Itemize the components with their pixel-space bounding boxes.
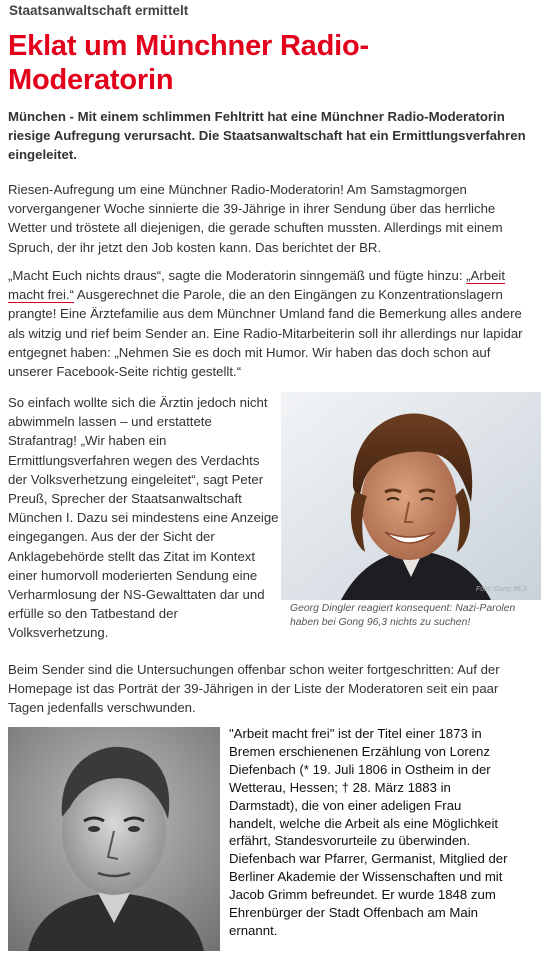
paragraph-quote-end: Ausgerechnet die Parole, die an den Eingängen zu Konzentrationslagern prangte! Eine Ärztefamilie aus dem Münchner Umland fand die Bemerkung alles andere als witzig und rief beim Sender an. Eine Radio-Mitarbeiterin soll ihr allerdings nur lapidar entgegnet haben: „Nehmen Sie es doch mit Humor. Wir haben das doch schon auf unserer Facebook-Seite richtig gestellt.“ <box>8 287 523 380</box>
article-lead: München - Mit einem schlimmen Fehltritt hat eine Münchner Radio-Moderatorin riesige Aufregung verursacht. Die Staatsanwaltschaft hat ein Ermittlungsverfahren eingeleitet. <box>8 109 526 163</box>
photo-caption: Georg Dingler reagiert konsequent: Nazi-Parolen haben bei Gong 96,3 nichts zu suchen! <box>290 603 516 628</box>
paragraph-quote-start: „Macht Euch nichts draus“, sagte die Moderatorin sinngemäß und fügte hinzu: <box>8 268 467 283</box>
presenter-photo <box>281 392 541 600</box>
paragraph-homepage: Beim Sender sind die Untersuchungen offenbar schon weiter fortgeschritten: Auf der Homepage ist das Porträt der 39-Jährigen in der Liste der Moderatoren seit ein paar Tagen jedenfalls verschwunden. <box>8 662 500 716</box>
photo-credit: Foto: Gong 96,3 <box>476 586 527 593</box>
quoted-slogan: „Arbeit macht frei.“ <box>8 268 505 303</box>
paragraph-intro: Riesen-Aufregung um eine Münchner Radio-Moderatorin! Am Samstagmorgen vorvergangener Woche sinnierte die 39-Jährige in ihrer Sendung über das herrliche Wetter und tröstete all diejenigen, die gerade schuften mussten. Allerdings mit einem Spruch, der ihr jetzt den Job kosten kann. Das berichtet der BR. <box>8 182 503 255</box>
article-headline: Eklat um Münchner Radio-Moderatorin <box>8 30 369 96</box>
paragraph-investigation: So einfach wollte sich die Ärztin jedoch nicht abwimmeln lassen – und erstattete Strafantrag! „Wir haben ein Ermittlungsverfahren wegen des Verdachts der Volksverhetzung eingeleitet“, sagt Peter Preuß, Sprecher der Staatsanwaltschaft München I. Dazu sei mindestens eine Anzeige eingegangen. Aus der der Sicht der Anklagebehörde stellt das Zitat im Kontext einer humorvoll moderierten Sendung eine Verharmlosung der NS-Gewalttaten dar und erfülle so den Tatbestand der Volksverhetzung. <box>8 395 279 641</box>
article-kicker: Staatsanwaltschaft ermittelt <box>9 3 189 18</box>
paragraph-quote <box>8 266 533 381</box>
sidebar-note: "Arbeit macht frei" ist der Titel einer 1873 in Bremen erschienenen Erzählung von Lorenz Diefenbach (* 19. Juli 1806 in Ostheim in der Wetterau, Hessen; † 28. März 1883 in Darmstadt), die von einer adeligen Frau handelt, welche die Arbeit als eine Möglichkeit erfährt, Standesvorurteile zu überwinden. Diefenbach war Pfarrer, Germanist, Mitglied der Berliner Akademie der Wissenschaften und mit Jacob Grimm befreundet. Er wurde 1848 zum Ehrenbürger der Stadt Offenbach am Main ernannt. <box>229 726 508 938</box>
historical-portrait <box>8 727 220 951</box>
